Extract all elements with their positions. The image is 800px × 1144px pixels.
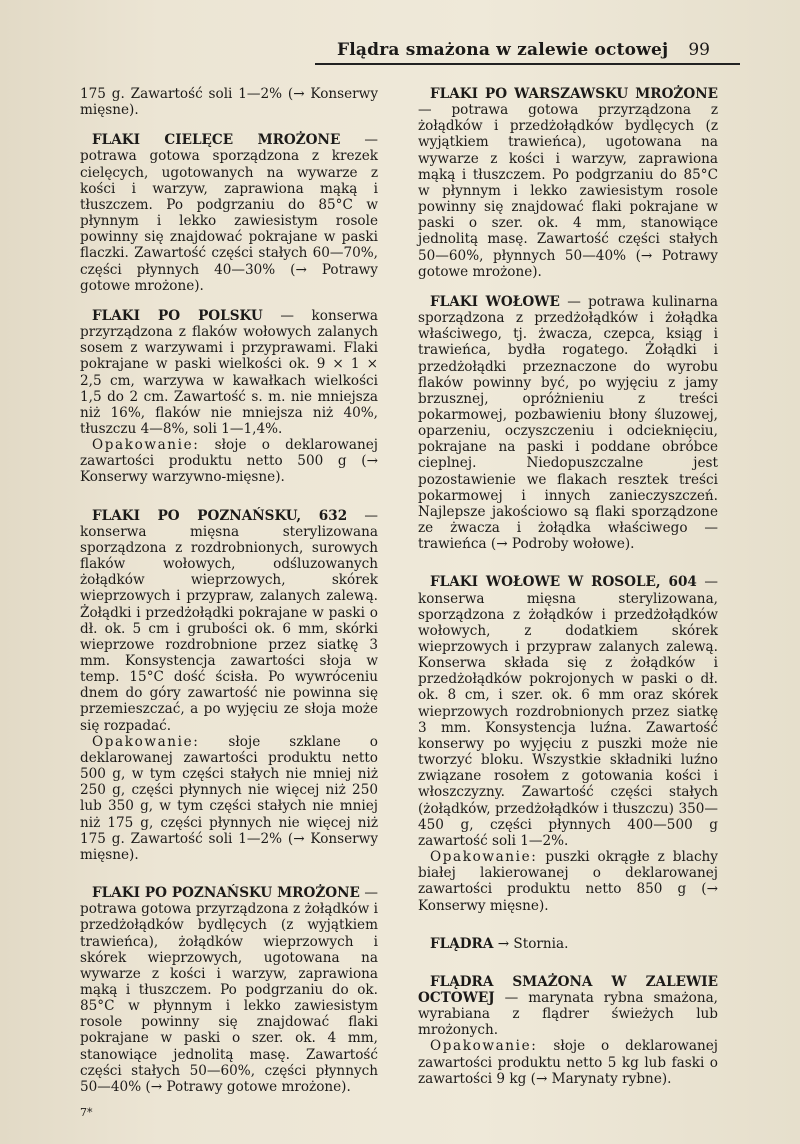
- entry-fladra-smazona: [418, 974, 718, 1087]
- entry-heading: FLAKI CIELĘCE MROŻONE: [92, 132, 341, 149]
- entry-flaki-po-poznansku: [80, 508, 378, 863]
- page-number: 99: [688, 40, 710, 60]
- entry-heading: FLĄDRA SMAŻONA W ZALEWIE OCTOWEJ: [418, 973, 718, 1006]
- signature-mark: 7*: [80, 1106, 93, 1119]
- entry-text: — potrawa gotowa przyrządzona z żołądków i przedżołądków bydlęcych (z wyjątkiem trawieńca), żołądków wieprzowych i skórek wieprzowych, ugotowana na wywarze z kości i warzyw, zaprawiona mąką i tłuszczem. Po podgrzaniu do ok. 85°C w płynnym i lekko zawiesistym rosole powinny się znajdować flaki pokrajane w paski o szer. ok. 4 mm, stanowiące jednolitą masę. Zawartość części stałych 50—60%, części płynnych 50—40% (→ Potrawy gotowe mrożone).: [80, 885, 378, 1095]
- entry-flaki-wolowe: [418, 294, 718, 553]
- entry-heading: FLAKI PO WARSZAWSKU MROŻONE: [430, 86, 718, 102]
- left-column: [80, 86, 378, 1109]
- entry-heading: FLAKI PO POLSKU: [92, 307, 263, 324]
- packaging-text: słoje szklane o deklarowanej zawartości produktu netto 500 g, w tym części stałych nie mniej niż 250 g, części płynnych nie więcej niż 250 lub 350 g, w tym części stałych nie mniej niż 175 g, części płynnych nie więcej niż 175 g. Zawartość soli 1—2% (→ Konserwy mięsne).: [80, 733, 378, 863]
- entry-heading: FLĄDRA: [430, 935, 494, 952]
- entry-text: → Stornia.: [493, 935, 569, 952]
- header-rule: [315, 63, 740, 65]
- packaging-label: Opakowanie:: [430, 849, 538, 866]
- entry-continuation: [80, 86, 378, 118]
- entry-flaki-wolowe-w-rosole: [418, 574, 718, 913]
- entry-text: — potrawa kulinarna sporządzona z przedżołądków i żołądka właściwego, tj. żwacza, czepca, ksiąg i trawieńca, bydła rogatego. Żołądki i przedżołądki przeznaczone do wyrobu flaków powinny być, po wyjęciu z jamy brzusznej, opróżnieniu z treści pokarmowej, pozbawieniu błony śluzowej, oparzeniu, oczyszczeniu i odcieknięciu, pokrajane na paski i poddane obróbce cieplnej. Niedopuszczalne jest pozostawienie we flakach resztek treści pokarmowej i innych zanieczyszczeń. Najlepsze jakościowo są flaki sporządzone ze żwacza i żołądka właściwego — trawieńca (→ Podroby wołowe).: [418, 293, 719, 553]
- entry-heading: FLAKI WOŁOWE W ROSOLE, 604: [430, 574, 697, 591]
- running-title: Flądra smażona w zalewie octowej: [337, 40, 669, 60]
- entry-heading: FLAKI WOŁOWE: [430, 293, 560, 310]
- entry-flaki-cielece-mrozone: [80, 132, 378, 294]
- entry-flaki-po-polsku: [80, 308, 378, 486]
- entry-fladra: [418, 936, 718, 952]
- entry-text: — potrawa gotowa sporządzona z krezek cielęcych, ugotowanych na wywarze z kości i warzyw, zaprawiona mąką i tłuszczem. Po podgrzaniu do 85°C w płynnym i lekko zawiesistym rosole powinny się znajdować pokrajane w paski flaczki. Zawartość części stałych 60—70%, części płynnych 40—30% (→ Potrawy gotowe mrożone).: [80, 132, 378, 294]
- packaging-text: słoje o deklarowanej zawartości produktu netto 5 kg lub faski o zawartości 9 kg (→ Marynaty rybne).: [418, 1038, 718, 1087]
- entry-flaki-po-warszawsku-mrozone: [418, 86, 718, 280]
- entry-text: — potrawa gotowa przyrządzona z żołądków i przedżołądków bydlęcych (z wyjątkiem trawieńca), ugotowana na wywarze z kości i warzyw, zaprawiona mąką i tłuszczem. Po podgrzaniu do 85°C w płynnym i lekko zawiesistym rosole powinny się znajdować flaki pokrajane w paski o szer. ok. 4 mm, stanowiące jednolitą masę. Zawartość części stałych 50—60%, płynnych 50—40% (→ Potrawy gotowe mrożone).: [418, 102, 718, 280]
- packaging-label: Opakowanie:: [430, 1038, 538, 1055]
- packaging-label: Opakowanie:: [92, 733, 200, 750]
- continuation-text: 175 g. Zawartość soli 1—2% (→ Konserwy mięsne).: [80, 86, 378, 119]
- packaging-text: słoje o deklarowanej zawartości produktu netto 500 g (→ Konserwy warzywno-mięsne).: [80, 437, 378, 486]
- entry-text: — konserwa przyrządzona z flaków wołowych zalanych sosem z warzywami i przyprawami. Flaki pokrajane w paski wielkości ok. 9 × 1 × 2,5 cm, warzywa w kawałkach wielkości 1,5 do 2 cm. Zawartość s. m. nie mniejsza niż 16%, flaków nie mniejsza niż 40%, tłuszczu 4—8%, soli 1—1,4%.: [80, 307, 378, 437]
- running-header: [315, 36, 730, 64]
- entry-text: — konserwa mięsna sterylizowana sporządzona z rozdrobnionych, surowych flaków wołowych, odśluzowanych żołądków wieprzowych, skórek wieprzowych i przypraw, zalanych zalewą. Żołądki i przedżołądki pokrajane w paski o dł. ok. 5 cm i grubości ok. 6 mm, skórki wieprzowe rozdrobnione przez siatkę 3 mm. Konsystencja zawartości słoja w temp. 15°C dość ścisła. Po wywróceniu dnem do góry zawartość nie powinna się przemieszczać, a po wyjęciu ze słoja może się rozpadać.: [80, 507, 378, 734]
- entry-heading: FLAKI PO POZNAŃSKU MROŻONE: [92, 885, 360, 902]
- right-column: [418, 86, 718, 1101]
- packaging-label: Opakowanie:: [92, 437, 200, 454]
- packaging-text: puszki okrągłe z blachy białej lakierowanej o deklarowanej zawartości produktu netto 850 g (→ Konserwy mięsne).: [418, 849, 718, 914]
- entry-text: — konserwa mięsna sterylizowana, sporządzona z żołądków i przedżołądków wołowych, z dodatkiem skórek wieprzowych i przypraw zalanych zalewą. Konserwa składa się z żołądków i przedżołądków pokrojonych w paski o dł. ok. 8 cm, i szer. ok. 6 mm oraz skórek wieprzowych rozdrobnionych przez siatkę 3 mm. Konsystencja luźna. Zawartość konserwy po wyjęciu z puszki może nie tworzyć bloku. Wszystkie składniki luźno związane rosołem z gotowania kości i włoszczyzny. Zawartość części stałych (żołądków, przedżołądków i tłuszczu) 350—450 g, części płynnych 400—500 g zawartość soli 1—2%.: [418, 574, 718, 849]
- entry-text: — marynata rybna smażona, wyrabiana z flądrer świeżych lub mrożonych.: [418, 989, 718, 1039]
- entry-flaki-po-poznansku-mrozone: [80, 885, 378, 1095]
- entry-heading: FLAKI PO POZNAŃSKU, 632: [92, 507, 348, 524]
